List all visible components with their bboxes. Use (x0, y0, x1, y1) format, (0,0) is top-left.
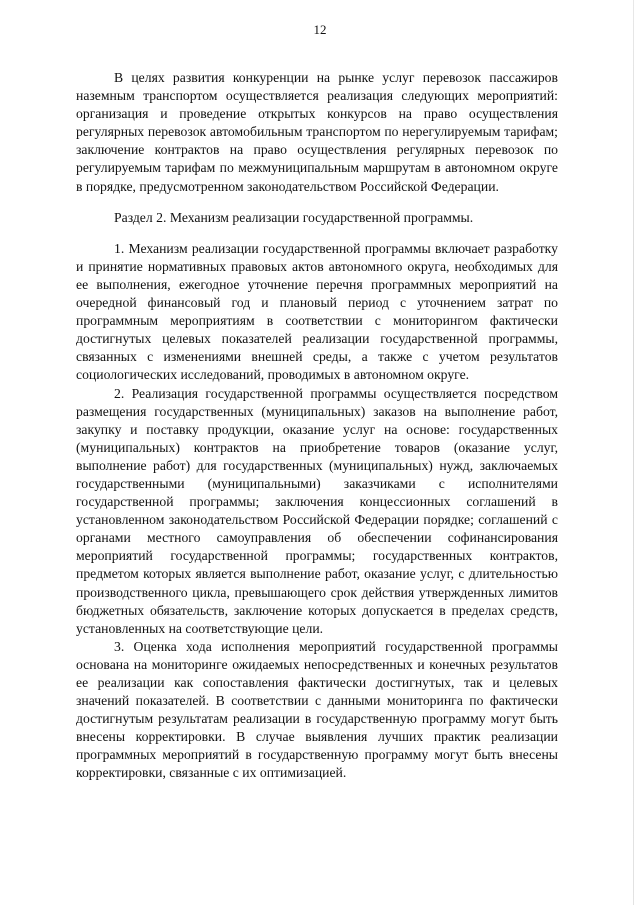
scan-edge (633, 0, 634, 905)
paragraph-item-2: 2. Реализация государственной программы осуществляется посредством размещения государственных (муниципальных) заказов на выполнение работ, закупку и поставку продукции, оказание услуг на основе: государственных (муниципальных) контрактов на приобретение товаров (оказание услуг, выполнение работ) для государственных (муниципальных) нужд, заключаемых государственными (муниципальными) заказчиками с исполнителями государственной программы; заключения концессионных соглашений в установленном законодательством Российской Федерации порядке; соглашений с органами местного самоуправления об обеспечении софинансирования мероприятий государственной программы; государственных контрактов, предметом которых является выполнение работ, оказание услуг, с длительностью производственного цикла, превышающего срок действия утвержденных лимитов бюджетных обязательств, заключение которых допускается в пределах средств, установленных на соответствующие цели. (76, 385, 558, 636)
document-body (76, 69, 558, 783)
section-heading: Раздел 2. Механизм реализации государственной программы. (114, 209, 474, 225)
paragraph-item-3: 3. Оценка хода исполнения мероприятий государственной программы основана на мониторинге ожидаемых непосредственных и конечных результатов ее реализации как сопоставления фактически достигнутых, так и целевых значений показателей. В соответствии с данными мониторинга по фактически достигнутым результатам реализации в государственную программу могут быть внесены корректировки. В случае выявления лучших практик реализации программных мероприятий в государственную программу могут быть внесены корректировки, связанные с их оптимизацией. (76, 638, 558, 781)
paragraph-item-1: 1. Механизм реализации государственной программы включает разработку и принятие нормативных правовых актов автономного округа, необходимых для ее выполнения, ежегодное уточнение перечня программных мероприятий на очередной финансовый год и плановый период с уточнением затрат по программным мероприятиям в соответствии с мониторингом фактически достигнутых целевых показателей реализации государственной программы, связанных с изменениями внешней среды, а также с учетом результатов социологических исследований, проводимых в автономном округе. (76, 240, 558, 383)
page-number: 12 (313, 22, 327, 37)
paragraph-intro: В целях развития конкуренции на рынке услуг перевозок пассажиров наземным транспортом осуществляется реализация следующих мероприятий: организация и проведение открытых конкурсов на право осуществления регулярных перевозок автомобильным транспортом по нерегулируемым тарифам; заключение контрактов на право осуществления регулярных перевозок по регулируемым тарифам по межмуниципальным маршрутам в автономном округе в порядке, предусмотренном законодательством Российской Федерации. (76, 70, 558, 194)
